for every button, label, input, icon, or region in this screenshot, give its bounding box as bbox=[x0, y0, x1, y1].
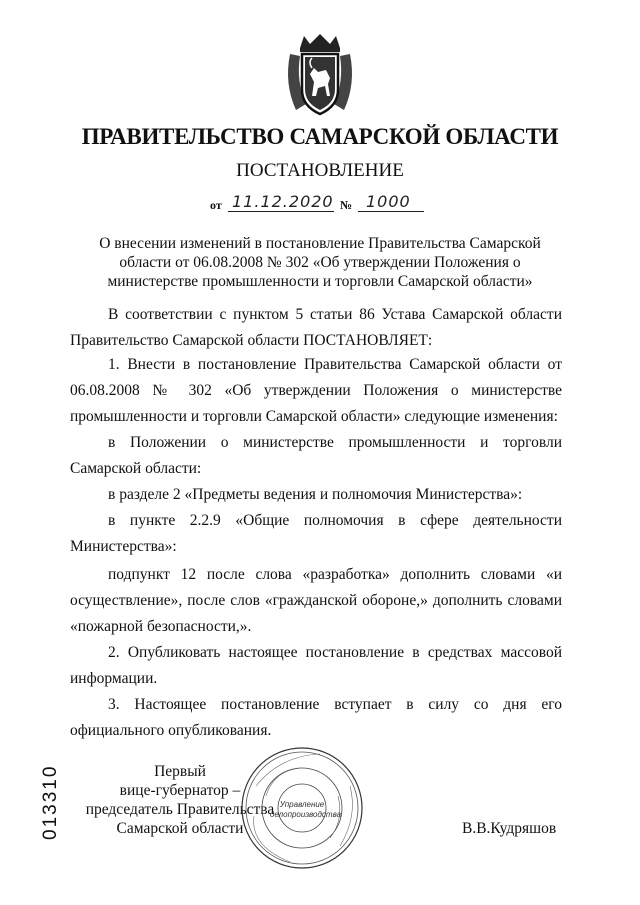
document-heading: О внесении изменений в постановление Правительства Самарской области от 06.08.2008 № 302 «Об утверждении Положения о министерстве промышленности и торговли Самарской области» bbox=[99, 235, 541, 290]
body-paragraph-5: в пункте 2.2.9 «Общие полномочия в сфере деятельности Министерства»: bbox=[70, 512, 562, 555]
signatory-name: В.В.Кудряшов bbox=[462, 820, 557, 837]
date-number-line bbox=[210, 192, 430, 214]
coat-of-arms-emblem bbox=[282, 34, 358, 118]
position-line-1: Первый bbox=[154, 763, 206, 780]
stamp-text-line-2: делопроизводства bbox=[270, 810, 342, 819]
body-paragraph-8: 3. Настоящее постановление вступает в силу со дня его официального опубликования. bbox=[70, 696, 562, 739]
body-paragraph-7: 2. Опубликовать настоящее постановление в средствах массовой информации. bbox=[70, 644, 562, 687]
number-underline bbox=[358, 211, 424, 212]
position-line-2: вице-губернатор – bbox=[119, 782, 241, 799]
body-paragraph-2: 1. Внести в постановление Правительства Самарской области от 06.08.2008 № 302 «Об утверждении Положения о министерстве промышленности и торговли Самарской области» следующие изменения: bbox=[70, 356, 562, 425]
body-paragraph-1: В соответствии с пунктом 5 статьи 86 Устава Самарской области Правительство Самарской области ПОСТАНОВЛЯЕТ: bbox=[70, 306, 562, 349]
date-prefix: от bbox=[210, 198, 222, 212]
stamp-text-line-1: Управление bbox=[279, 800, 325, 809]
date-underline bbox=[228, 211, 334, 212]
position-line-4: Самарской области bbox=[116, 820, 244, 837]
government-title: ПРАВИТЕЛЬСТВО САМАРСКОЙ ОБЛАСТИ bbox=[81, 124, 559, 149]
body-paragraph-4: в разделе 2 «Предметы ведения и полномочия Министерства»: bbox=[108, 486, 523, 503]
side-registration-number: 013310 bbox=[40, 764, 61, 840]
position-line-3: председатель Правительства bbox=[85, 801, 275, 818]
document-type-title: ПОСТАНОВЛЕНИЕ bbox=[236, 160, 404, 181]
document-date: 11.12.2020 bbox=[232, 192, 334, 211]
number-prefix: № bbox=[340, 198, 353, 212]
body-paragraph-3: в Положении о министерстве промышленности и торговли Самарской области: bbox=[70, 434, 562, 477]
body-paragraph-6: подпункт 12 после слова «разработка» дополнить словами «и осуществление», после слов «гражданской обороне,» дополнить словами «пожарной безопасности,». bbox=[70, 566, 562, 635]
official-seal-stamp bbox=[240, 746, 364, 870]
document-number: 1000 bbox=[366, 192, 411, 211]
